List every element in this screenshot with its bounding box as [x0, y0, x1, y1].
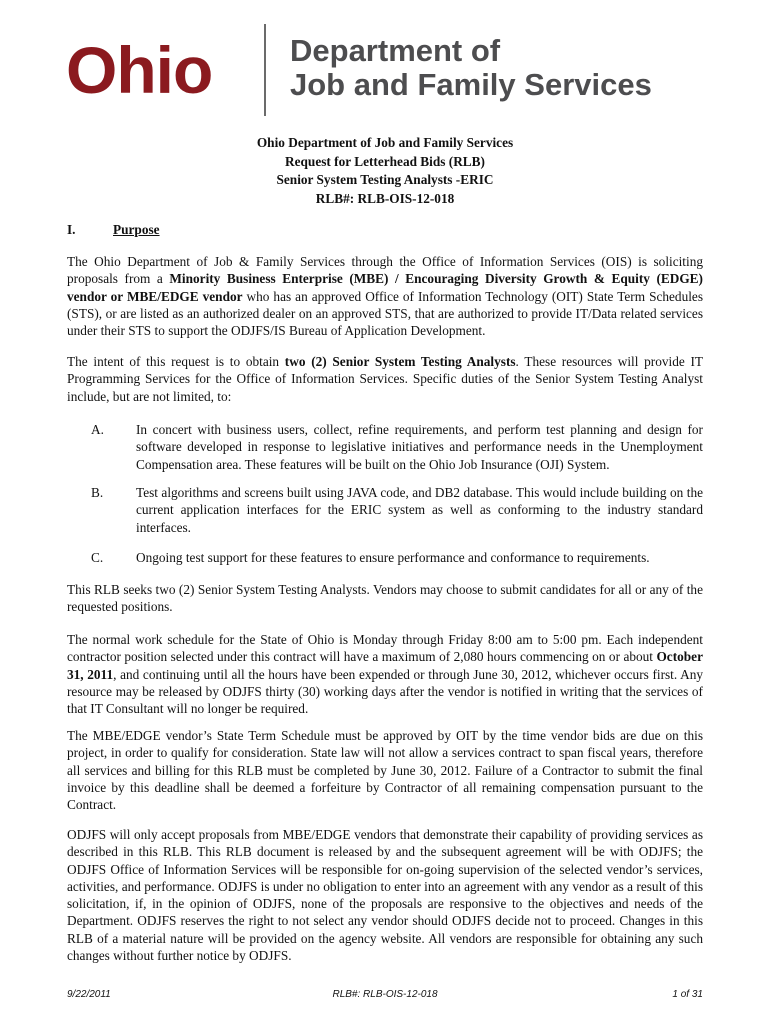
logo-dept-line2: Job and Family Services: [290, 67, 652, 102]
section-number: I.: [67, 222, 76, 237]
header-rlb-number: RLB#: RLB-OIS-12-018: [315, 190, 455, 206]
paragraph-schedule: [67, 631, 703, 717]
header-agency: Ohio Department of Job and Family Services: [256, 135, 514, 150]
paragraph-positions: This RLB seeks two (2) Senior System Testing Analysts. Vendors may choose to submit candidates for all or any of the requested positions.: [67, 582, 703, 615]
duty-text: In concert with business users, collect, refine requirements, and perform test planning and design for software developed in response to legislative initiatives and performance needs in the Unemployment Compensation area. These features will be built on the Ohio Job Insurance (OJI) System.: [136, 422, 703, 472]
footer-date: 9/22/2011: [67, 989, 111, 1000]
p2-bold: two (2) Senior System Testing Analysts: [284, 354, 516, 369]
p2-text-b: . These resources will provide IT Programming Services for the Office of Information Services. Specific duties of the Senior System Testing Analyst include, but are not limited, to:: [67, 354, 704, 404]
p4-bold: October 31, 2011: [67, 649, 703, 682]
logo-dept-line1: Department of: [290, 33, 501, 68]
document-header: [0, 134, 770, 208]
section-heading: [67, 222, 160, 238]
odjfs-logo: [66, 24, 652, 116]
p1-text-b: who has an approved Office of Information Technology (OIT) State Term Schedules (STS), or are listed as an authorized dealer on an approved STS, that are authorized to provide IT/Data related services under their STS to support the ODJFS/IS Bureau of Application Development.: [67, 288, 703, 339]
logo-department-name: [290, 34, 652, 102]
duty-letter: B.: [91, 485, 104, 500]
paragraph-proposals: ODJFS will only accept proposals from MBE/EDGE vendors that demonstrate their capability of providing services as described in this RLB. This RLB document is released by and the subsequent agreement will be with ODJFS; the ODJFS Office of Information Services will be responsible for on-going supervision of the selected vendor’s services, activities, and performance. ODJFS is under no obligation to enter into an agreement with any vendor as a result of this solicitation, if, in the opinion of ODJFS, none of the proposals are responsive to the objectives and needs of the Department. ODJFS reserves the right to not select any vendor should ODJFS decide not to proceed. Changes in this RLB of a material nature will be provided on the agency website. All vendors are responsible for obtaining any such changes without further notice by ODJFS.: [67, 827, 703, 964]
section-title: Purpose: [113, 222, 160, 237]
duty-text: Ongoing test support for these features to ensure performance and conformance to requirements.: [136, 550, 650, 565]
paragraph-sts-approval: The MBE/EDGE vendor’s State Term Schedule must be approved by OIT by the time vendor bids are due on this project, in order to qualify for consideration. State law will not allow a services contract to span fiscal years, therefore all services and billing for this RLB must be completed by June 30, 2012. Failure of a Contractor to submit the final invoice by this deadline shall be deemed a forfeiture by Contractor of all remaining compensation pursuant to the Contract.: [67, 728, 703, 813]
p2-text-a: The intent of this request is to obtain: [67, 354, 285, 369]
p1-text-a: The Ohio Department of Job & Family Services through the Office of Information Services (OIS) is soliciting proposals from a: [67, 254, 703, 287]
logo-ohio-wordmark: Ohio: [66, 33, 213, 107]
header-position-title: Senior System Testing Analysts -ERIC: [276, 172, 494, 187]
page-footer: [67, 989, 703, 1003]
paragraph-purpose: [67, 253, 703, 339]
duty-letter: C.: [91, 550, 104, 565]
logo-divider: [264, 24, 266, 116]
p4-text-a: The normal work schedule for the State of Ohio is Monday through Friday 8:00 am to 5:00 pm. Each independent contractor position selected under this contract will have a maximum of 2,080 hours commencing on or about: [67, 632, 703, 665]
p4-text-b: , and continuing until all the hours have been expended or through June 30, 2012, whichever occurs first. Any resource may be released by ODJFS thirty (30) working days after the vendor is notified in writing that the services of that IT Consultant will no longer be required.: [67, 666, 703, 717]
duty-text: Test algorithms and screens built using JAVA code, and DB2 database. This would include building on the current application interfaces for the ERIC system as well as conforming to the industry standard interfaces.: [136, 485, 703, 535]
p1-bold: Minority Business Enterprise (MBE) / Encouraging Diversity Growth & Equity (EDGE) vendor or MBE/EDGE vendor: [67, 271, 703, 304]
footer-page-number: 1 of 31: [672, 989, 703, 1000]
duty-letter: A.: [91, 422, 104, 437]
footer-rlb-number: RLB#: RLB-OIS-12-018: [332, 989, 438, 1000]
paragraph-intent: [67, 353, 703, 405]
header-request-type: Request for Letterhead Bids (RLB): [285, 153, 485, 169]
